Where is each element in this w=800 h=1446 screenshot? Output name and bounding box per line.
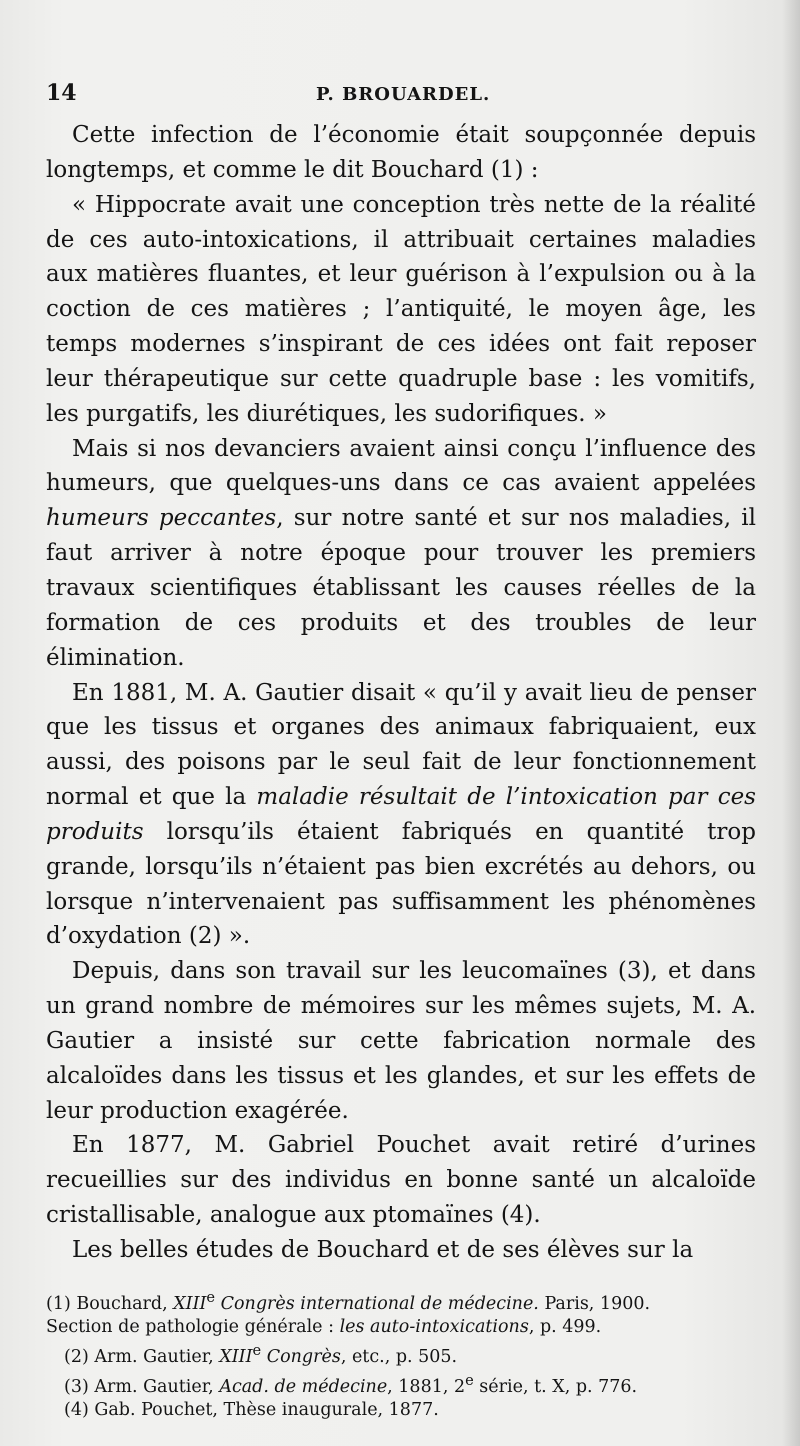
page-header xyxy=(46,80,756,110)
italic-text: les auto-intoxications xyxy=(339,1317,529,1338)
paragraph xyxy=(46,118,756,188)
text-run: , etc., p. 505. xyxy=(340,1347,458,1368)
text-run: (4) Gab. Pouchet, Thèse inaugurale, 1877. xyxy=(64,1400,439,1421)
text-run: Paris, 1900. xyxy=(538,1293,651,1314)
italic-text: XIII xyxy=(219,1347,253,1368)
text-run: En 1881, M. A. Gautier disait « qu’il y avait lieu de penser que les tissus et organes des animaux fabriquaient, eux aussi, des poisons par le seul fait de leur fonctionnement normal et que la xyxy=(46,679,756,811)
paragraph xyxy=(46,1128,756,1233)
page-edge-shadow xyxy=(782,0,800,1446)
text-run: Les belles études de Bouchard et de ses élèves sur la xyxy=(72,1237,694,1263)
text-run: Depuis, dans son travail sur les leucomaïnes (3), et dans un grand nombre de mémoires sur les mêmes sujets, M. A. Gautier a insisté sur cette fabrication normale des alcaloïdes dans les tissus et les glandes, et sur les effets de leur production exagérée. xyxy=(46,958,756,1124)
footnote xyxy=(46,1399,760,1422)
paragraph xyxy=(46,1233,756,1268)
running-head: P. BROUARDEL. xyxy=(316,84,491,105)
text-run: « Hippocrate avait une conception très nette de la réalité de ces auto-intoxications, il attribuait certaines maladies aux matières fluantes, et leur guérison à l’expulsion ou à la coction de ces matières ; l’antiquité, le moyen âge, les temps modernes s’inspirant de ces idées ont fait reposer leur thérapeutique sur cette quadruple base : les vomitifs, les purgatifs, les diurétiques, les sudorifiques. » xyxy=(46,191,756,427)
text-run: Mais si nos devanciers avaient ainsi conçu l’influence des humeurs, que quelques-uns dans ce cas avaient appelées xyxy=(46,435,756,497)
paragraph xyxy=(46,188,756,432)
italic-text: Congrès international de médecine. xyxy=(215,1293,539,1314)
footnote xyxy=(46,1339,760,1369)
paragraph xyxy=(46,676,756,955)
paragraph xyxy=(46,954,756,1128)
italic-text: Acad. de médecine xyxy=(219,1377,388,1398)
body-text xyxy=(46,118,756,1268)
italic-text: Congrès xyxy=(261,1347,341,1368)
text-run: (1) Bouchard, xyxy=(46,1293,174,1314)
text-run: (2) Arm. Gautier, xyxy=(64,1347,220,1368)
italic-text: maladie résultait de l’intoxication par ces produits xyxy=(46,784,756,845)
footnote xyxy=(46,1369,760,1399)
text-run: , 1881, 2 xyxy=(387,1377,466,1398)
paragraph xyxy=(46,432,756,676)
text-run: Section de pathologie générale : xyxy=(46,1317,340,1338)
superscript: e xyxy=(206,1289,216,1306)
text-run: En 1877, M. Gabriel Pouchet avait retiré d’urines recueillies sur des individus en bonne santé un alcaloïde cristallisable, analogue aux ptomaïnes (4). xyxy=(46,1132,756,1229)
text-run: lorsqu’ils étaient fabriqués en quantité trop grande, lorsqu’ils n’étaient pas bien excrétés au dehors, ou lorsque n’intervenaient pas suffisamment les phénomènes d’oxydation (2) ». xyxy=(46,818,756,950)
text-run: , p. 499. xyxy=(528,1317,602,1338)
footnote xyxy=(46,1316,760,1339)
footnotes xyxy=(46,1286,760,1423)
page-number: 14 xyxy=(46,80,77,106)
superscript: e xyxy=(252,1342,262,1360)
italic-text: XIII xyxy=(173,1293,207,1314)
italic-text: humeurs peccantes xyxy=(46,505,277,532)
text-run: Cette infection de l’économie était soupçonnée depuis longtemps, et comme le dit Bouchard (1) : xyxy=(46,122,756,183)
footnote xyxy=(46,1286,760,1316)
text-run: (3) Arm. Gautier, xyxy=(64,1377,220,1398)
text-run: , sur notre santé et sur nos maladies, il faut arriver à notre époque pour trouver les premiers travaux scientifiques établissant les causes réelles de la formation de ces produits et des troubles de leur élimination. xyxy=(46,505,757,671)
text-run: série, t. X, p. 776. xyxy=(473,1377,638,1398)
superscript: e xyxy=(465,1372,474,1390)
